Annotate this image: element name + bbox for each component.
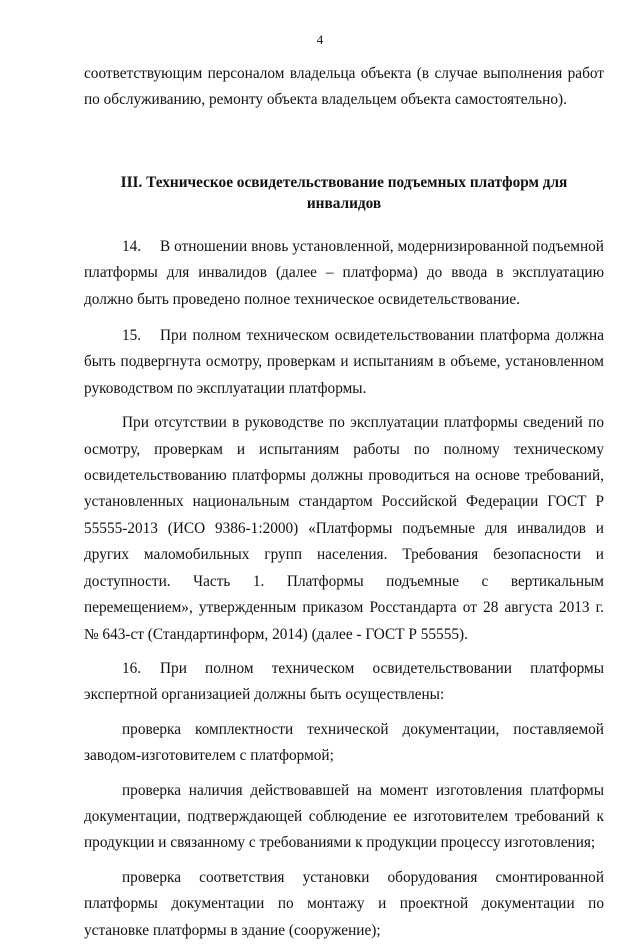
- page-number: 4: [316, 32, 324, 47]
- paragraph-number: 16.: [122, 659, 142, 677]
- paragraph-14: [84, 234, 604, 313]
- continuation-paragraph: соответствующим персоналом владельца объекта (в случае выполнения работ по обслуживанию, ремонту объекта владельцем объекта самостоятельно).: [84, 65, 604, 109]
- document-body: [84, 61, 604, 944]
- paragraph-16: [84, 656, 604, 709]
- paragraph-15: [84, 323, 604, 402]
- paragraph-number: 14.: [122, 237, 142, 255]
- paragraph-text: При полном техническом освидетельствовании платформа должна быть подвергнута осмотру, проверкам и испытаниям в объеме, установленном руководством по эксплуатации платформы.: [84, 327, 604, 397]
- list-item-installation-check: проверка соответствия установки оборудования смонтированной платформы документации по монтажу и проектной документации по установке платформы в здание (сооружение);: [84, 868, 604, 939]
- section-heading: III. Техническое освидетельствование подъемных платформ для инвалидов: [120, 173, 568, 212]
- paragraph-text: При полном техническом освидетельствовании платформы экспертной организацией должны быть осуществлены:: [84, 659, 604, 704]
- list-item-documentation-check: проверка комплектности технической документации, поставляемой заводом-изготовителем с платформой;: [84, 720, 604, 765]
- paragraph-text: В отношении вновь установленной, модернизированной подъемной платформы для инвалидов (далее – платформа) до ввода в эксплуатацию должно быть проведено полное техническое освидетельствование.: [84, 237, 604, 308]
- paragraph-number: 15.: [122, 327, 142, 345]
- paragraph-gost-reference: При отсутствии в руководстве по эксплуатации платформы сведений по осмотру, проверкам и испытаниям работы по полному техническому освидетельствованию платформы должны проводиться на основе требований, установленных национальным стандартом Российской Федерации ГОСТ Р 55555-2013 (ИСО 9386-1:2000) «Платформы подъемные для инвалидов и других маломобильных групп населения. Требования безопасности и доступности. Часть 1. Платформы подъемные с вертикальным перемещением», утвержденным приказом Росстандарта от 28 августа 2013 г. № 643-ст (Стандартинформ, 2014) (далее - ГОСТ Р 55555).: [84, 414, 604, 643]
- list-item-manufacturer-docs-check: проверка наличия действовавшей на момент изготовления платформы документации, подтверждающей соблюдение ее изготовителем требований к продукции и связанному с требованиями к продукции процессу изготовления;: [84, 781, 604, 852]
